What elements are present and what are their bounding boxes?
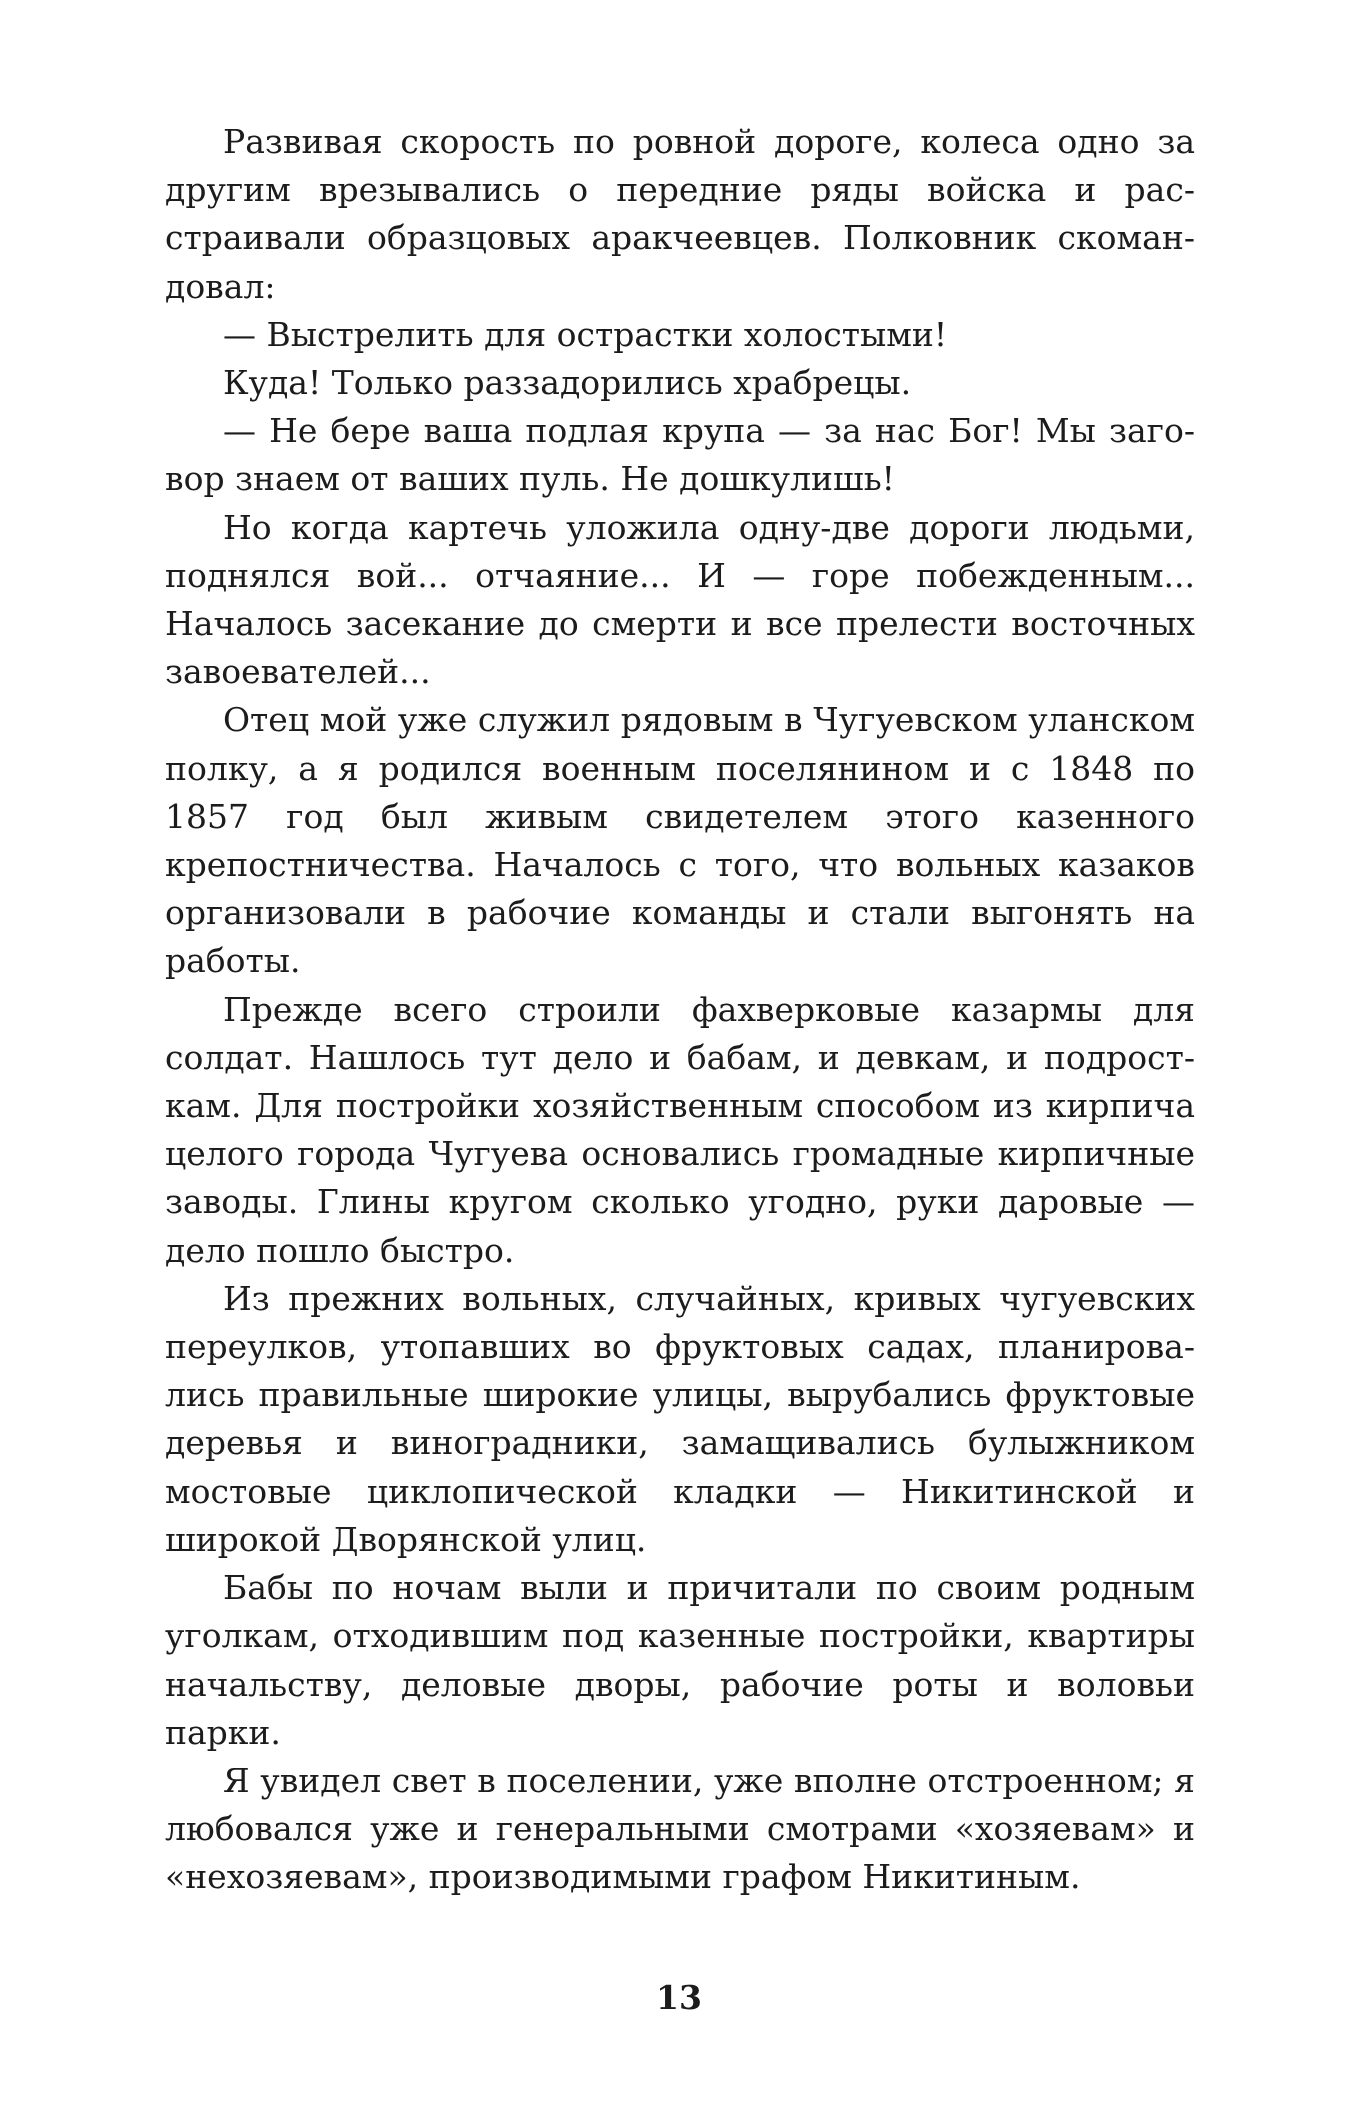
page-number: 13 [656, 1978, 702, 2017]
paragraph-8: Из прежних вольных, случайных, кривых чугуевских переулков, утопавших во фруктовых садах, планировались правильные широкие улицы, вырубались фруктовые деревья и виноградники, замащивались булыжником мостовые циклопической кладки — Никитинской и широкой Дворянской улиц. [165, 1278, 1195, 1559]
paragraph-1: Развивая скорость по ровной дороге, колеса одно за другим врезывались о передние ряды войска и расстраивали образцовых аракчеевцев. Полковник скомандовал: [165, 122, 1195, 306]
body-text [165, 118, 1195, 1902]
paragraph-3: Куда! Только раззадорились храбрецы. [223, 363, 912, 403]
paragraph-9: Бабы по ночам выли и причитали по своим родным уголкам, отходившим под казенные постройки, квартиры начальству, деловые дворы, рабочие роты и воловьи парки. [165, 1568, 1195, 1752]
paragraph-7: Прежде всего строили фахверковые казармы для солдат. Нашлось тут дело и бабам, и девкам, и подросткам. Для постройки хозяйственным способом из кирпича целого города Чугуева основались громадные кирпичные заводы. Глины кругом сколько угодно, руки даровые — дело пошло быстро. [165, 989, 1195, 1270]
paragraph-2: — Выстрелить для острастки холостыми! [223, 314, 948, 354]
paragraph-10: Я увидел свет в поселении, уже вполне отстроенном; я любовался уже и генеральными смотрами «хозяевам» и «нехозяевам», производимыми графом Никитиным. [165, 1760, 1195, 1897]
paragraph-6: Отец мой уже служил рядовым в Чугуевском уланском полку, а я родился военным поселянином и с 1848 по 1857 год был живым свидетелем этого казенного крепостничества. Началось с того, что вольных казаков организовали в рабочие команды и стали выгонять на работы. [165, 700, 1195, 981]
paragraph-5: Но когда картечь уложила одну-две дороги людьми, поднялся вой... отчаяние... И — горе побежденным... Началось засекание до смерти и все прелести восточных завоевателей... [165, 507, 1195, 692]
paragraph-4: — Не бере ваша подлая крупа — за нас Бог! Мы заговор знаем от ваших пуль. Не дошкулишь! [165, 411, 1195, 499]
